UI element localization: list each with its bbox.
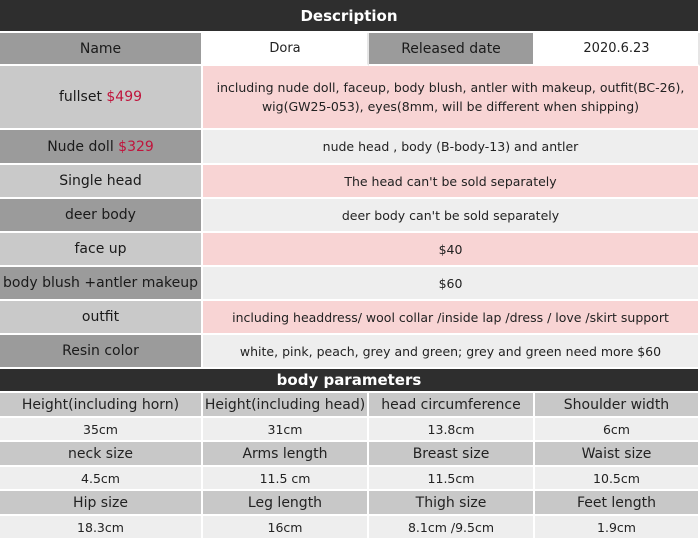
option-label (0, 335, 203, 369)
option-description-line: including headdress/ wool collar /inside lap /dress / love /skirt support (232, 309, 669, 325)
param-name: Height(including horn) (0, 393, 203, 418)
option-description-line: The head can't be sold separately (344, 173, 557, 189)
param-header-row (0, 491, 700, 516)
name-label: Name (0, 33, 203, 66)
option-row (0, 301, 700, 335)
option-row (0, 267, 700, 301)
option-description-line: wig(GW25-053), eyes(8mm, will be different when shipping) (261, 99, 640, 114)
param-value: 10.5cm (535, 467, 700, 491)
option-label (0, 199, 203, 233)
option-description-line: $60 (438, 275, 463, 291)
option-row (0, 66, 700, 130)
option-label-text: fullset (58, 89, 102, 105)
param-value: 1.9cm (535, 516, 700, 540)
param-name: head circumference (369, 393, 535, 418)
param-name: Arms length (203, 442, 369, 467)
option-row (0, 130, 700, 165)
param-value: 8.1cm /9.5cm (369, 516, 535, 540)
param-name: Breast size (369, 442, 535, 467)
option-row (0, 233, 700, 267)
option-description (203, 301, 700, 335)
option-row (0, 199, 700, 233)
option-row (0, 165, 700, 199)
param-name: Thigh size (369, 491, 535, 516)
param-header-row (0, 442, 700, 467)
option-label-text: Single head (59, 173, 142, 189)
release-date-label: Released date (369, 33, 535, 66)
option-description-line: white, pink, peach, grey and green; grey and green need more $60 (239, 343, 662, 359)
option-description (203, 335, 700, 369)
option-description (203, 267, 700, 301)
option-label (0, 130, 203, 165)
option-label (0, 66, 203, 130)
option-label-text: deer body (65, 207, 136, 223)
option-label (0, 165, 203, 199)
option-label (0, 267, 203, 301)
option-description-line: including nude doll, faceup, body blush, antler with makeup, outfit(BC-26), (216, 80, 685, 95)
param-value-row (0, 516, 700, 540)
param-header-row (0, 393, 700, 418)
option-description (203, 165, 700, 199)
param-value: 16cm (203, 516, 369, 540)
param-name: Hip size (0, 491, 203, 516)
param-value: 11.5cm (369, 467, 535, 491)
param-value: 18.3cm (0, 516, 203, 540)
top-info-row (0, 33, 700, 66)
param-name: Feet length (535, 491, 700, 516)
param-name: Waist size (535, 442, 700, 467)
option-price: $499 (106, 89, 143, 105)
option-price: $329 (118, 138, 154, 155)
param-name: Shoulder width (535, 393, 700, 418)
option-label-text: outfit (81, 309, 120, 325)
param-value: 4.5cm (0, 467, 203, 491)
param-name: Leg length (203, 491, 369, 516)
option-label (0, 233, 203, 267)
param-name: Height(including head) (203, 393, 369, 418)
param-value-row (0, 418, 700, 442)
param-name: neck size (0, 442, 203, 467)
name-value: Dora (203, 33, 369, 66)
option-label-text: face up (74, 241, 127, 257)
release-date-value: 2020.6.23 (535, 33, 700, 66)
option-label-text: Resin color (62, 343, 139, 359)
param-value-row (0, 467, 700, 491)
option-label-text: body blush +antler makeup (3, 275, 198, 291)
option-label (0, 301, 203, 335)
option-description-line: nude head , body (B-body-13) and antler (322, 139, 579, 154)
description-header: Description (0, 0, 700, 33)
option-description-line: $40 (438, 241, 463, 257)
option-description (203, 66, 700, 130)
param-value: 6cm (535, 418, 700, 442)
param-value: 11.5 cm (203, 467, 369, 491)
option-description-line: deer body can't be sold separately (341, 207, 560, 223)
option-description (203, 130, 700, 165)
param-value: 13.8cm (369, 418, 535, 442)
option-description (203, 233, 700, 267)
option-description (203, 199, 700, 233)
param-value: 35cm (0, 418, 203, 442)
param-value: 31cm (203, 418, 369, 442)
option-row (0, 335, 700, 369)
body-parameters-header: body parameters (0, 369, 700, 393)
option-label-text: Nude doll (47, 138, 114, 155)
